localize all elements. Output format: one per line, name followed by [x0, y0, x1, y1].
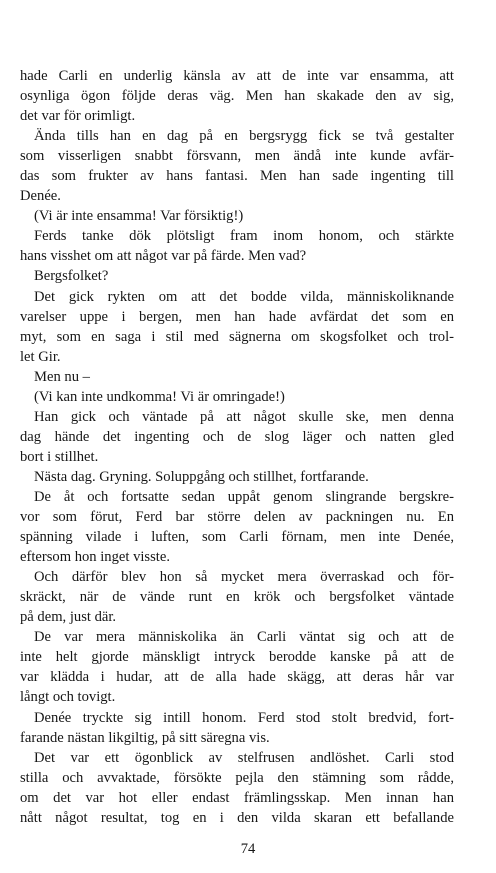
text-line: Och därför blev hon så mycket mera överraskad och för-: [34, 569, 454, 586]
text-line: Denée tryckte sig intill honom. Ferd stod stolt bredvid, fort-: [34, 709, 454, 726]
page-number: 74: [240, 841, 256, 857]
text-line: som visserligen snabbt försvann, men ändå inte kunde avfär-: [20, 148, 454, 165]
text-line: inte helt gjorde mänskligt intryck berodde kanske på att de: [20, 649, 454, 666]
text-line: Ferds tanke dök plötsligt fram inom honom, och stärkte: [34, 228, 454, 245]
text-line: das som frukter av hans fantasi. Men han sade ingenting till: [20, 168, 454, 185]
text-line: De åt och fortsatte sedan uppåt genom slingrande bergskre-: [34, 488, 454, 505]
text-line: det var för orimligt.: [20, 108, 136, 125]
text-line: långt och tovigt.: [20, 689, 116, 706]
text-line: De var mera människolika än Carli väntat sig och att de: [34, 629, 454, 646]
text-line: Bergsfolket?: [34, 268, 109, 285]
text-line: myt, som en saga i stil med sägnerna om skogsfolket och trol-: [20, 328, 454, 345]
text-line: let Gir.: [20, 348, 61, 365]
text-line: nått något resultat, tog en i den vilda skaran ett befallande: [20, 809, 454, 826]
text-line: på dem, just där.: [20, 609, 117, 626]
text-line: Nästa dag. Gryning. Soluppgång och stillhet, fortfarande.: [34, 468, 369, 485]
text-line: dag hände det ingenting och de slog läger och natten gled: [20, 428, 454, 445]
text-line: om det var hot eller endast främlingsskap. Men innan han: [20, 789, 454, 806]
text-line: skräckt, när de vände runt en krök och bergsfolket väntade: [20, 589, 454, 606]
text-line: vor som förut, Ferd bar större delen av packningen nu. En: [20, 509, 454, 526]
text-line: bort i stillhet.: [20, 448, 99, 465]
text-line: Det gick rykten om att det bodde vilda, människoliknande: [34, 288, 454, 305]
text-line: Han gick och väntade på att något skulle ske, men denna: [34, 408, 454, 425]
text-line: Denée.: [20, 188, 61, 205]
text-line: eftersom hon inget visste.: [20, 549, 170, 566]
text-line: Men nu –: [34, 368, 90, 385]
text-line: osynliga ögon följde deras väg. Men han skakade den av sig,: [20, 88, 454, 105]
text-line: (Vi kan inte undkomma! Vi är omringade!): [34, 388, 285, 405]
text-line: spänning vilade i luften, som Carli förnam, men inte Denée,: [20, 529, 454, 546]
text-line: var klädda i hudar, att de alla hade skägg, att deras hår var: [20, 669, 454, 686]
text-line: (Vi är inte ensamma! Var försiktig!): [34, 208, 244, 225]
text-line: hans visshet om att något var på färde. Men vad?: [20, 248, 307, 265]
body-text: [20, 66, 454, 828]
text-line: farande nästan likgiltig, på sitt säregna vis.: [20, 729, 270, 746]
text-line: hade Carli en underlig känsla av att de inte var ensamma, att: [20, 68, 454, 84]
text-line: Ända tills han en dag på en bergsrygg fick se två gestalter: [34, 128, 454, 145]
text-line: varelser uppe i bergen, men han hade avfärdat det som en: [20, 308, 454, 325]
text-line: Det var ett ögonblick av stelfrusen andlöshet. Carli stod: [34, 749, 454, 766]
text-line: stilla och avvaktade, försökte pejla den stämning som rådde,: [20, 769, 454, 786]
